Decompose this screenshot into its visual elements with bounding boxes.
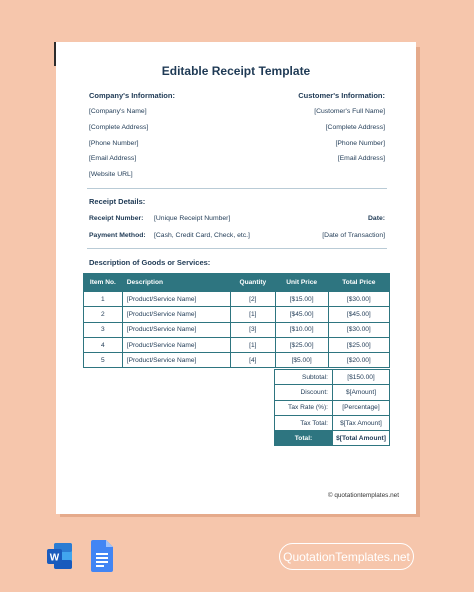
customer-address-field: [Complete Address] — [325, 124, 385, 131]
item-number-cell: 5 — [84, 353, 123, 368]
col-header-item-no: Item No. — [84, 274, 123, 292]
grand-total-value: $[Total Amount] — [333, 431, 390, 446]
customer-info-heading: Customer's Information: — [298, 91, 385, 100]
word-icon[interactable] — [47, 541, 73, 571]
discount-value: $[Amount] — [333, 385, 390, 400]
tax-total-value: $[Tax Amount] — [333, 415, 390, 430]
receipt-details-heading: Receipt Details: — [89, 197, 146, 206]
description-cell: [Product/Service Name] — [122, 322, 230, 337]
company-website-field: [Website URL] — [89, 171, 133, 178]
table-row — [84, 322, 390, 337]
discount-row — [275, 385, 390, 400]
receipt-number-value: [Unique Receipt Number] — [154, 215, 231, 222]
tax-total-label: Tax Total: — [275, 415, 333, 430]
description-cell: [Product/Service Name] — [122, 307, 230, 322]
date-label: Date: — [368, 215, 385, 222]
col-header-quantity: Quantity — [231, 274, 275, 292]
tax-rate-row — [275, 400, 390, 415]
subtotal-label: Subtotal: — [275, 370, 333, 385]
total-price-cell: [$30.00] — [328, 322, 389, 337]
customer-email-field: [Email Address] — [337, 155, 385, 162]
description-cell: [Product/Service Name] — [122, 337, 230, 352]
payment-method-value: [Cash, Credit Card, Check, etc.] — [154, 232, 250, 239]
svg-text:W: W — [49, 552, 60, 564]
receipt-document — [56, 42, 416, 514]
payment-method-label: Payment Method: — [89, 232, 146, 239]
tax-rate-label: Tax Rate (%): — [275, 400, 333, 415]
unit-price-cell: [$10.00] — [275, 322, 328, 337]
item-number-cell: 4 — [84, 337, 123, 352]
table-row — [84, 337, 390, 352]
unit-price-cell: [$45.00] — [275, 307, 328, 322]
company-info-heading: Company's Information: — [89, 91, 175, 100]
subtotal-value: [$150.00] — [333, 370, 390, 385]
company-email-field: [Email Address] — [89, 155, 137, 162]
quantity-cell: [1] — [231, 307, 275, 322]
grand-total-label: Total: — [275, 431, 333, 446]
col-header-total-price: Total Price — [328, 274, 389, 292]
table-row — [84, 353, 390, 368]
description-cell: [Product/Service Name] — [122, 292, 230, 307]
goods-services-heading: Description of Goods or Services: — [89, 258, 211, 267]
table-header-row — [84, 274, 390, 292]
total-price-cell: [$30.00] — [328, 292, 389, 307]
unit-price-cell: [$15.00] — [275, 292, 328, 307]
receipt-number-label: Receipt Number: — [89, 215, 144, 222]
item-number-cell: 3 — [84, 322, 123, 337]
transaction-date-value: [Date of Transaction] — [322, 232, 385, 239]
unit-price-cell: [$5.00] — [275, 353, 328, 368]
company-address-field: [Complete Address] — [89, 124, 149, 131]
discount-label: Discount: — [275, 385, 333, 400]
copyright-footer: © quotationtemplates.net — [327, 492, 399, 499]
totals-table — [274, 369, 390, 446]
quantity-cell: [1] — [231, 337, 275, 352]
description-cell: [Product/Service Name] — [122, 353, 230, 368]
document-title: Editable Receipt Template — [161, 64, 311, 78]
quantity-cell: [3] — [231, 322, 275, 337]
table-row — [84, 292, 390, 307]
col-header-description: Description — [122, 274, 230, 292]
section-divider — [87, 188, 387, 189]
customer-name-field: [Customer's Full Name] — [314, 108, 385, 115]
company-phone-field: [Phone Number] — [89, 140, 139, 147]
item-number-cell: 2 — [84, 307, 123, 322]
total-price-cell: [$20.00] — [328, 353, 389, 368]
col-header-unit-price: Unit Price — [275, 274, 328, 292]
quantity-cell: [4] — [231, 353, 275, 368]
quantity-cell: [2] — [231, 292, 275, 307]
google-docs-icon[interactable] — [91, 540, 113, 572]
customer-phone-field: [Phone Number] — [335, 140, 385, 147]
company-name-field: [Company's Name] — [89, 108, 147, 115]
tax-rate-value: [Percentage] — [333, 400, 390, 415]
total-price-cell: [$45.00] — [328, 307, 389, 322]
item-number-cell: 1 — [84, 292, 123, 307]
table-row — [84, 307, 390, 322]
subtotal-row — [275, 370, 390, 385]
items-table — [83, 273, 390, 368]
total-price-cell: [$25.00] — [328, 337, 389, 352]
unit-price-cell: [$25.00] — [275, 337, 328, 352]
grand-total-row — [275, 431, 390, 446]
tax-total-row — [275, 415, 390, 430]
section-divider — [87, 248, 387, 249]
site-link-button[interactable]: QuotationTemplates.net — [279, 543, 414, 570]
